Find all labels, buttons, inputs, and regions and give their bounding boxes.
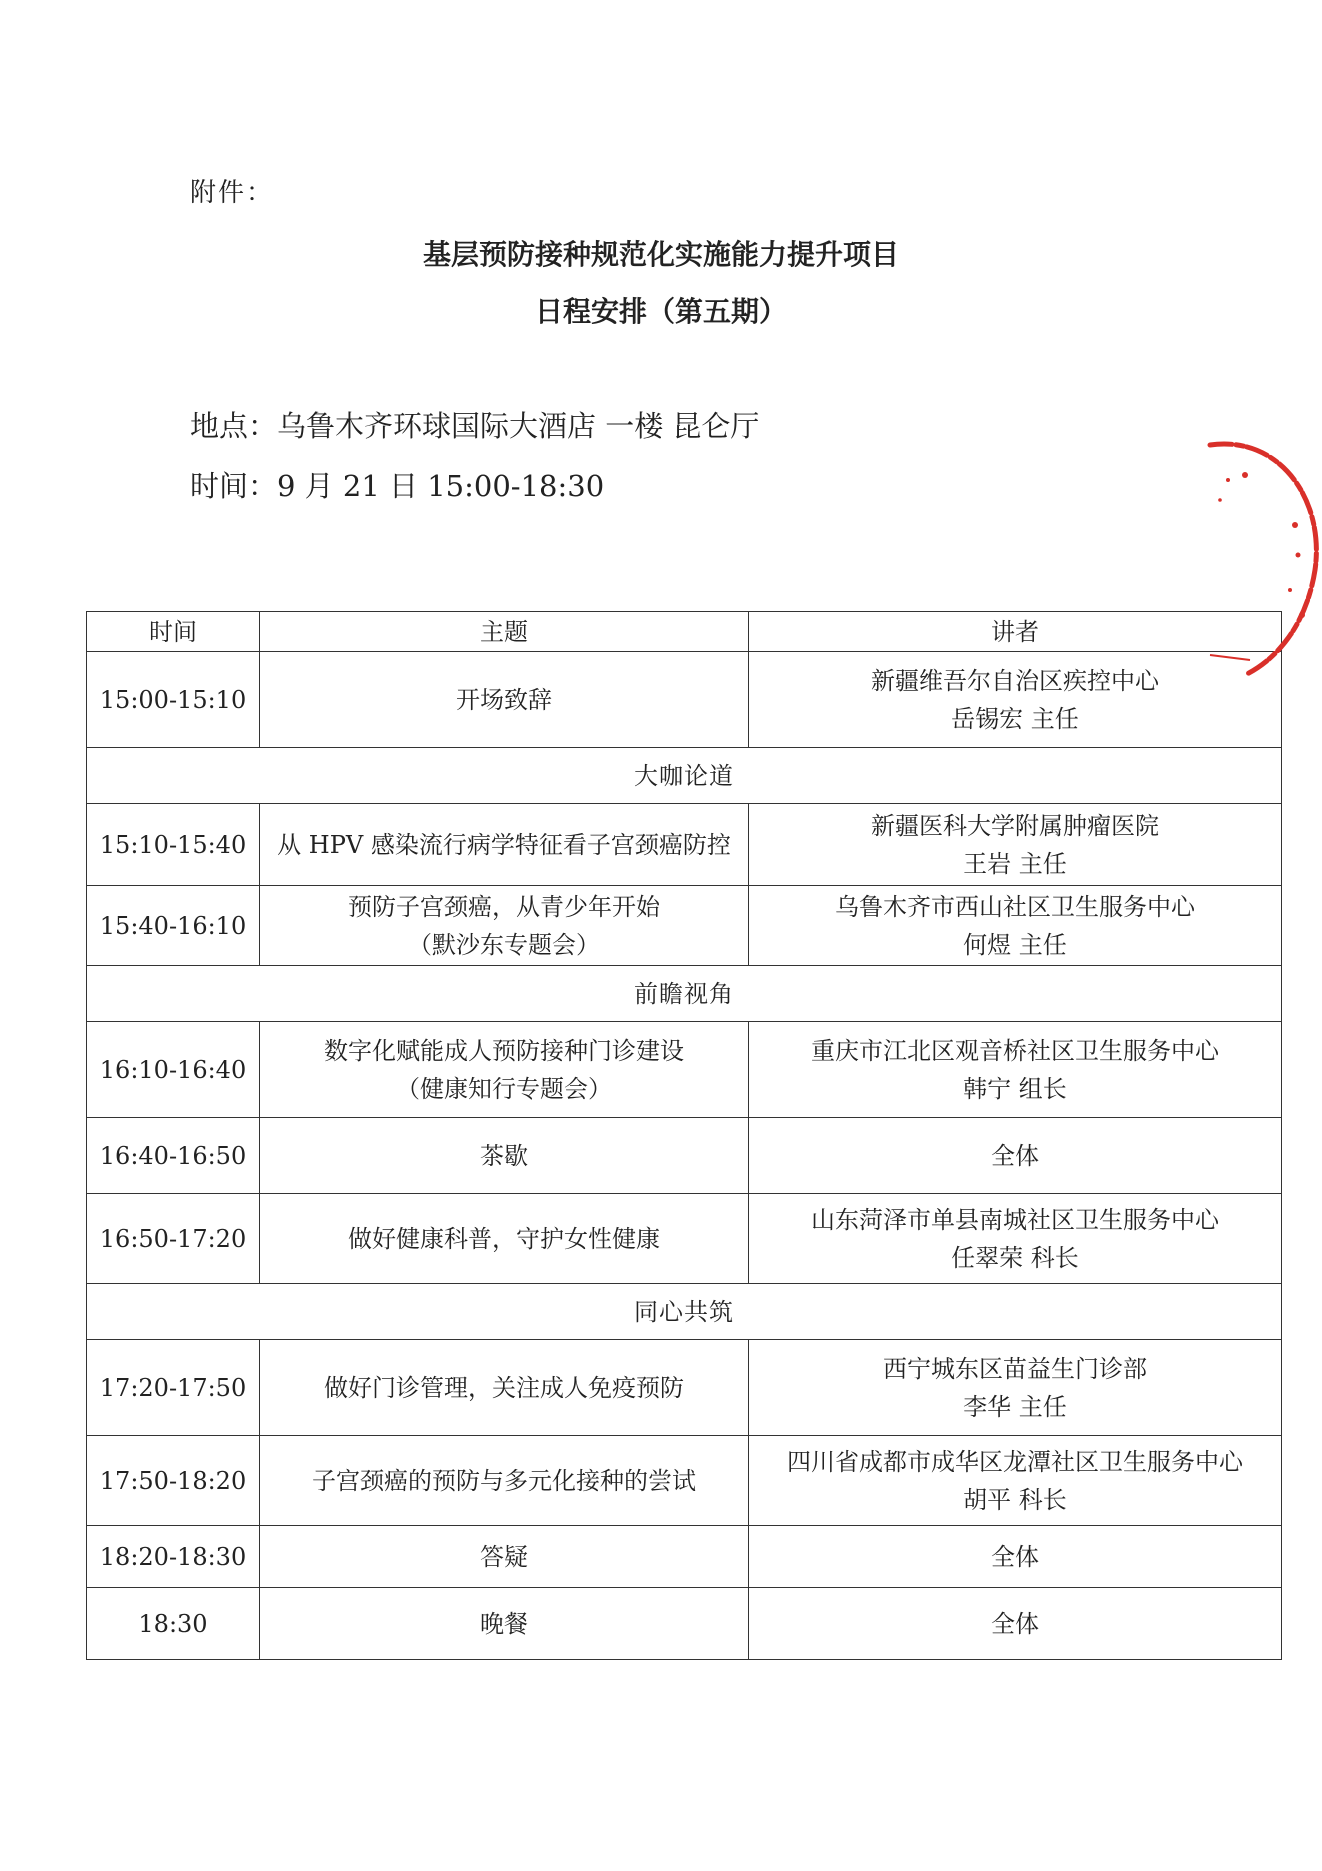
table-row: [87, 652, 1282, 748]
table-row: [87, 1118, 1282, 1194]
session-time: 16:40-16:50: [87, 1118, 260, 1194]
session-time: 15:40-16:10: [87, 886, 260, 966]
session-topic: [260, 1194, 749, 1284]
session-speaker-line: 全体: [991, 1141, 1039, 1170]
header-topic: 主题: [260, 612, 749, 652]
document-subtitle: 日程安排（第五期）: [534, 295, 787, 328]
section-title: 同心共筑: [87, 1284, 1282, 1340]
session-topic-line: 做好门诊管理，关注成人免疫预防: [324, 1373, 684, 1402]
session-topic-line: 子宫颈癌的预防与多元化接种的尝试: [312, 1466, 696, 1495]
red-seal-icon: [1190, 430, 1322, 690]
session-speaker: [749, 1526, 1282, 1588]
section-title: 大咖论道: [87, 748, 1282, 804]
time-line: 时间：9 月 21 日 15:00-18:30: [190, 469, 605, 503]
table-row: [87, 1436, 1282, 1526]
table-row: [87, 1022, 1282, 1118]
section-row: [87, 1284, 1282, 1340]
session-speaker-line: 胡平 科长: [963, 1485, 1067, 1514]
session-time: 18:20-18:30: [87, 1526, 260, 1588]
session-speaker-line: 何煜 主任: [963, 930, 1067, 959]
session-topic: [260, 804, 749, 886]
session-topic-line: 预防子宫颈癌，从青少年开始: [348, 892, 660, 921]
table-row: [87, 1340, 1282, 1436]
session-speaker-line: 岳锡宏 主任: [951, 704, 1079, 733]
session-speaker: [749, 1194, 1282, 1284]
section-row: [87, 966, 1282, 1022]
section-title: 前瞻视角: [87, 966, 1282, 1022]
session-topic: [260, 1022, 749, 1118]
header-time: 时间: [87, 612, 260, 652]
session-speaker-line: 重庆市江北区观音桥社区卫生服务中心: [811, 1036, 1219, 1065]
session-speaker-line: 乌鲁木齐市西山社区卫生服务中心: [835, 892, 1195, 921]
session-time: 15:00-15:10: [87, 652, 260, 748]
table-row: [87, 1588, 1282, 1660]
session-speaker-line: 四川省成都市成华区龙潭社区卫生服务中心: [787, 1447, 1243, 1476]
session-topic: [260, 1436, 749, 1526]
session-topic-line: 晚餐: [480, 1609, 528, 1638]
session-time: 17:20-17:50: [87, 1340, 260, 1436]
header-speaker: 讲者: [749, 612, 1282, 652]
session-speaker: [749, 1022, 1282, 1118]
session-topic-line: 开场致辞: [456, 685, 552, 714]
table-header-row: [87, 612, 1282, 652]
session-speaker: [749, 804, 1282, 886]
attachment-label: 附件：: [190, 178, 275, 208]
session-topic-line: （默沙东专题会）: [408, 930, 600, 959]
session-speaker-line: 王岩 主任: [963, 849, 1067, 878]
session-speaker-line: 韩宁 组长: [963, 1074, 1067, 1103]
session-topic-line: 答疑: [480, 1542, 528, 1571]
session-speaker-line: 新疆维吾尔自治区疾控中心: [871, 666, 1159, 695]
document-title: 基层预防接种规范化实施能力提升项目: [422, 238, 899, 271]
session-topic: [260, 1588, 749, 1660]
session-topic: [260, 652, 749, 748]
table-row: [87, 804, 1282, 886]
session-topic-line: 做好健康科普，守护女性健康: [348, 1224, 660, 1253]
session-speaker: [749, 1436, 1282, 1526]
session-topic-line: 从 HPV 感染流行病学特征看子宫颈癌防控: [277, 830, 731, 859]
schedule-table: [86, 611, 1282, 1660]
session-topic: [260, 1340, 749, 1436]
table-row: [87, 1526, 1282, 1588]
session-speaker-line: 新疆医科大学附属肿瘤医院: [871, 811, 1159, 840]
session-speaker: [749, 886, 1282, 966]
session-speaker-line: 任翠荣 科长: [951, 1243, 1079, 1272]
location-line: 地点：乌鲁木齐环球国际大酒店 一楼 昆仑厅: [190, 409, 760, 443]
session-topic-line: （健康知行专题会）: [396, 1074, 612, 1103]
session-time: 16:50-17:20: [87, 1194, 260, 1284]
schedule-body: [87, 652, 1282, 1660]
session-speaker: [749, 1118, 1282, 1194]
session-topic: [260, 1526, 749, 1588]
session-topic: [260, 1118, 749, 1194]
table-row: [87, 886, 1282, 966]
session-time: 18:30: [87, 1588, 260, 1660]
session-topic: [260, 886, 749, 966]
session-time: 16:10-16:40: [87, 1022, 260, 1118]
session-speaker: [749, 1340, 1282, 1436]
session-speaker-line: 全体: [991, 1542, 1039, 1571]
session-speaker-line: 山东菏泽市单县南城社区卫生服务中心: [811, 1205, 1219, 1234]
session-time: 15:10-15:40: [87, 804, 260, 886]
session-topic-line: 数字化赋能成人预防接种门诊建设: [324, 1036, 684, 1065]
session-speaker-line: 西宁城东区苗益生门诊部: [883, 1354, 1147, 1383]
session-speaker-line: 李华 主任: [963, 1392, 1067, 1421]
section-row: [87, 748, 1282, 804]
table-row: [87, 1194, 1282, 1284]
session-speaker-line: 全体: [991, 1609, 1039, 1638]
session-topic-line: 茶歇: [480, 1141, 528, 1170]
session-time: 17:50-18:20: [87, 1436, 260, 1526]
session-speaker: [749, 1588, 1282, 1660]
